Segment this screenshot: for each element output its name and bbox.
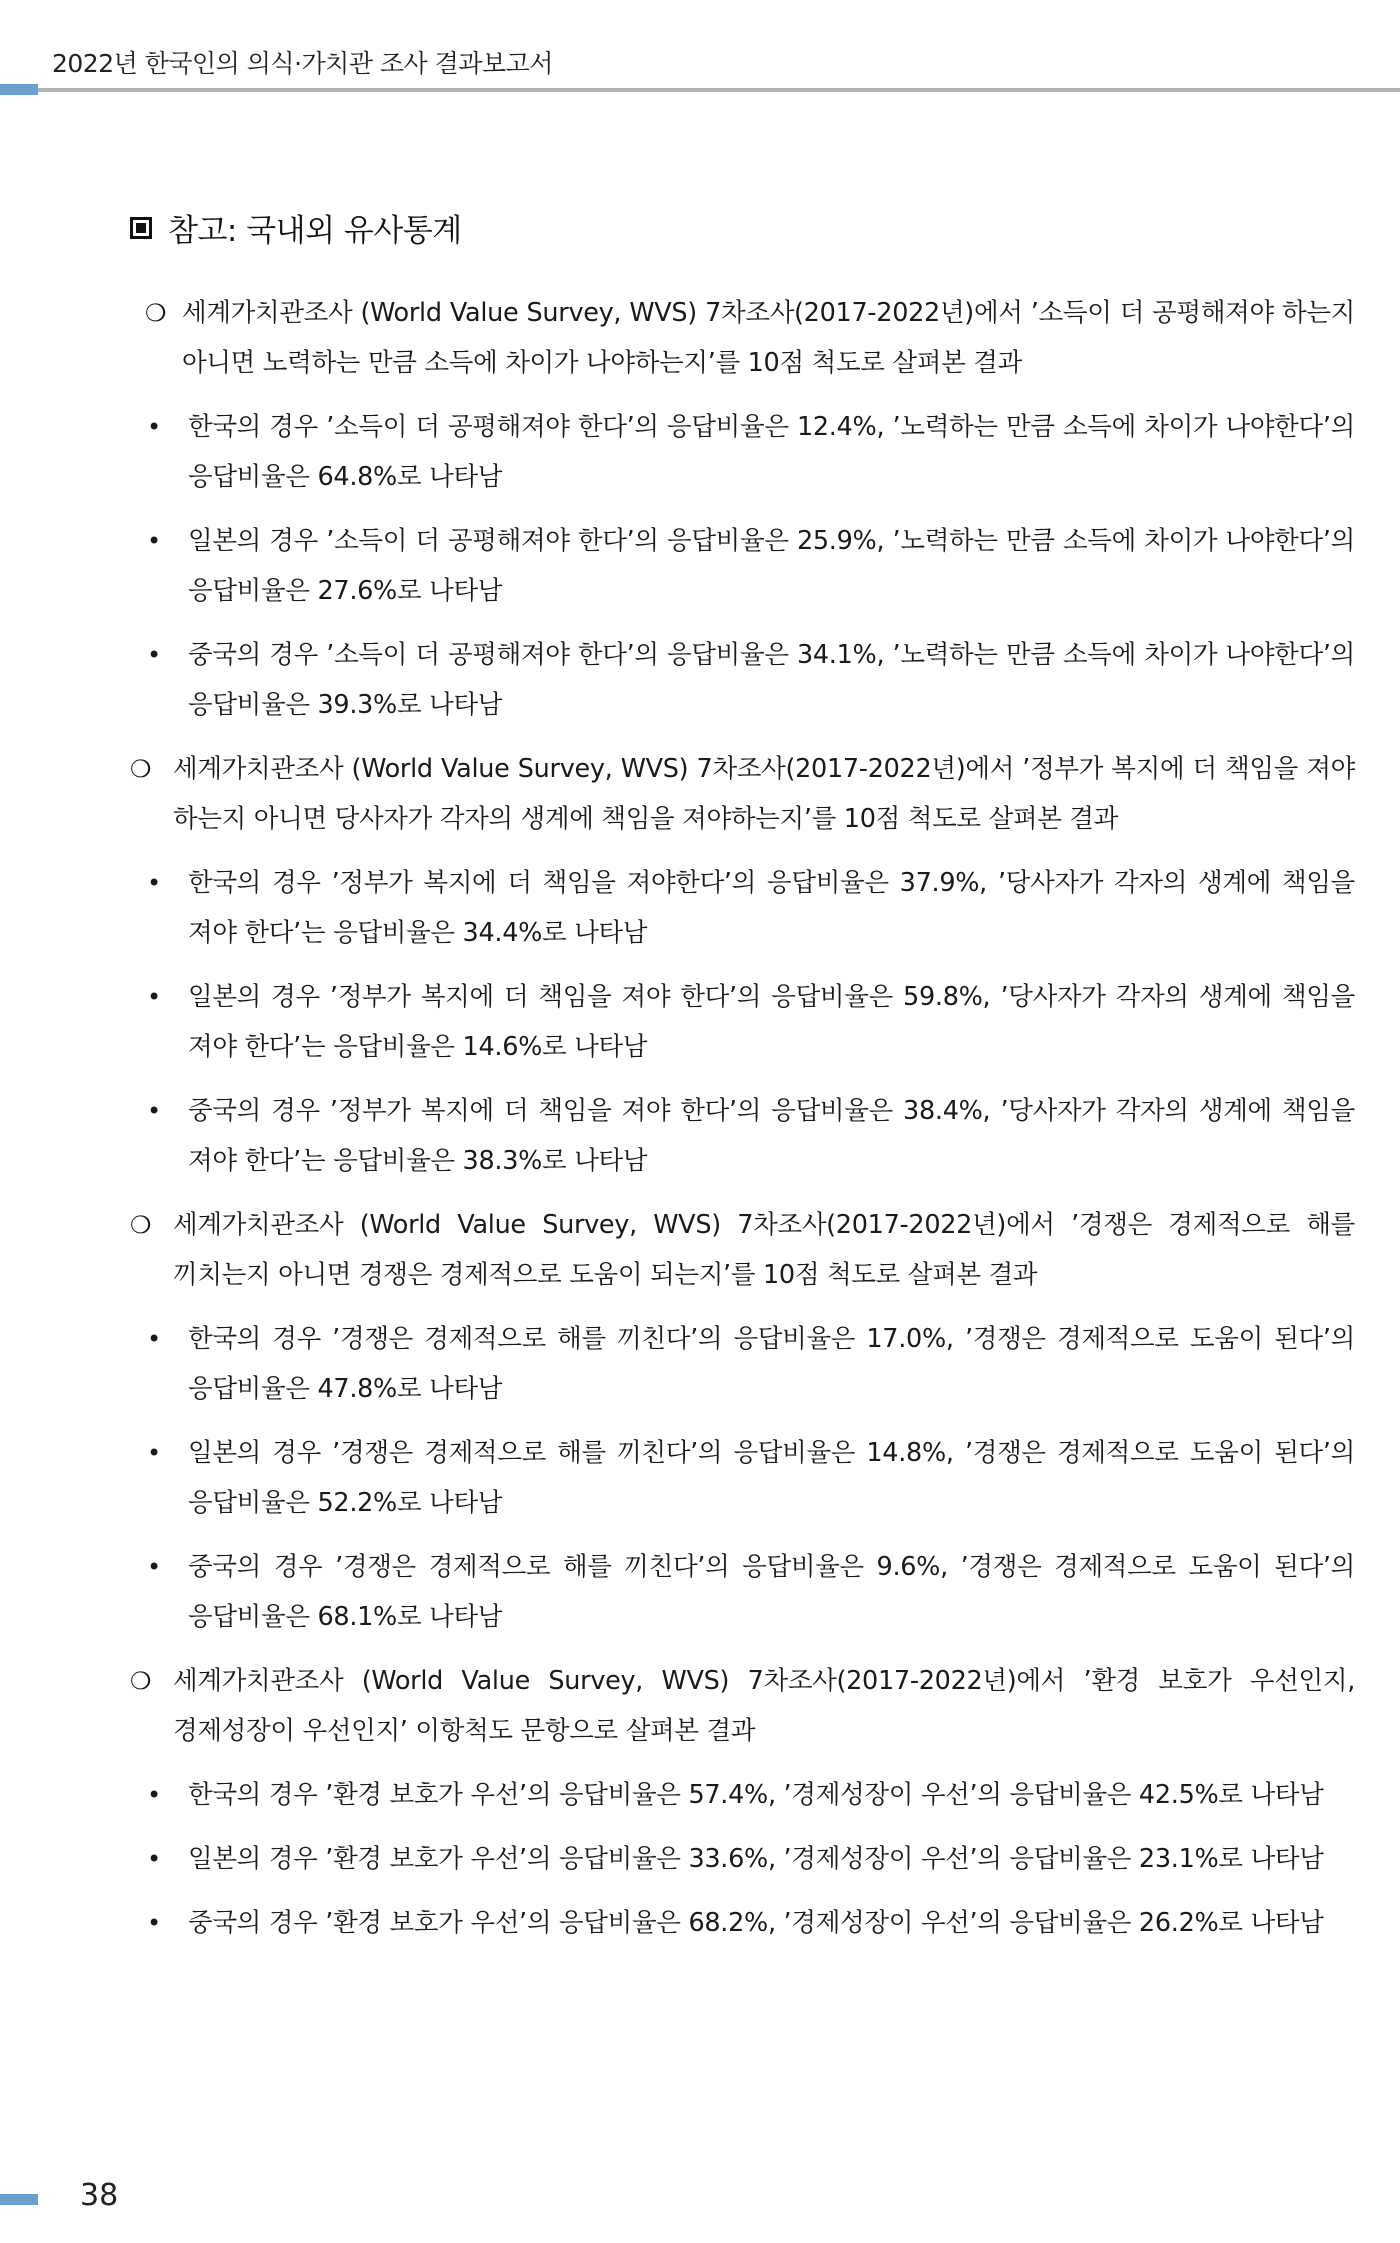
- result-item-text: 중국의 경우 ’경쟁은 경제적으로 해를 끼친다’의 응답비율은 9.6%, ’경쟁은 경제적으로 도움이 된다’의 응답비율은 68.1%로 나타남: [188, 1552, 1355, 1632]
- header-rule: [38, 88, 1400, 92]
- result-item-text: 중국의 경우 ’정부가 복지에 더 책임을 져야 한다’의 응답비율은 38.4%, ’당사자가 각자의 생계에 책임을 져야 한다’는 응답비율은 38.3%로 나타남: [188, 1096, 1355, 1176]
- square-bullet-icon: [130, 217, 152, 239]
- survey-item: [130, 1656, 1355, 1756]
- running-header-title: 2022년 한국인의 의식·가치관 조사 결과보고서: [52, 49, 553, 78]
- dot-bullet-icon: •: [147, 1781, 161, 1809]
- dot-bullet-icon: •: [147, 1325, 161, 1353]
- survey-item-text: 세계가치관조사 (World Value Survey, WVS) 7차조사(2017-2022년)에서 ’경쟁은 경제적으로 해를 끼치는지 아니면 경쟁은 경제적으로 도움이 되는지’를 10점 척도로 살펴본 결과: [173, 1210, 1355, 1290]
- result-item: [130, 1086, 1355, 1186]
- circle-bullet-icon: ❍: [145, 299, 167, 327]
- document-body: [130, 205, 1355, 1962]
- result-item-text: 한국의 경우 ’정부가 복지에 더 책임을 져야한다’의 응답비율은 37.9%, ’당사자가 각자의 생계에 책임을 져야 한다’는 응답비율은 34.4%로 나타남: [188, 868, 1355, 948]
- section-heading-text: 참고: 국내외 유사통계: [168, 213, 462, 249]
- result-item-text: 일본의 경우 ’정부가 복지에 더 책임을 져야 한다’의 응답비율은 59.8%, ’당사자가 각자의 생계에 책임을 져야 한다’는 응답비율은 14.6%로 나타남: [188, 982, 1355, 1062]
- dot-bullet-icon: •: [147, 1097, 161, 1125]
- section-heading: [130, 205, 1355, 250]
- dot-bullet-icon: •: [147, 527, 161, 555]
- header-accent-bar: [0, 84, 38, 95]
- result-item-text: 중국의 경우 ’소득이 더 공평해져야 한다’의 응답비율은 34.1%, ’노력하는 만큼 소득에 차이가 나야한다’의 응답비율은 39.3%로 나타남: [188, 640, 1355, 720]
- result-item: [130, 1770, 1355, 1820]
- result-item-text: 한국의 경우 ’경쟁은 경제적으로 해를 끼친다’의 응답비율은 17.0%, ’경쟁은 경제적으로 도움이 된다’의 응답비율은 47.8%로 나타남: [188, 1324, 1355, 1404]
- dot-bullet-icon: •: [147, 1909, 161, 1937]
- result-item-text: 일본의 경우 ’소득이 더 공평해져야 한다’의 응답비율은 25.9%, ’노력하는 만큼 소득에 차이가 나야한다’의 응답비율은 27.6%로 나타남: [188, 526, 1355, 606]
- dot-bullet-icon: •: [147, 869, 161, 897]
- survey-item: [130, 744, 1355, 844]
- survey-item-text: 세계가치관조사 (World Value Survey, WVS) 7차조사(2017-2022년)에서 ’환경 보호가 우선인지, 경제성장이 우선인지’ 이항척도 문항으로 살펴본 결과: [173, 1666, 1355, 1746]
- result-item: [130, 972, 1355, 1072]
- survey-item-text: 세계가치관조사 (World Value Survey, WVS) 7차조사(2017-2022년)에서 ’소득이 더 공평해져야 하는지 아니면 노력하는 만큼 소득에 차이가 나야하는지’를 10점 척도로 살펴본 결과: [182, 298, 1355, 378]
- result-item-text: 일본의 경우 ’환경 보호가 우선’의 응답비율은 33.6%, ’경제성장이 우선’의 응답비율은 23.1%로 나타남: [188, 1844, 1324, 1874]
- circle-bullet-icon: ❍: [130, 755, 152, 783]
- result-item: [130, 1428, 1355, 1528]
- dot-bullet-icon: •: [147, 983, 161, 1011]
- dot-bullet-icon: •: [147, 413, 161, 441]
- result-item-text: 한국의 경우 ’환경 보호가 우선’의 응답비율은 57.4%, ’경제성장이 우선’의 응답비율은 42.5%로 나타남: [188, 1780, 1324, 1810]
- dot-bullet-icon: •: [147, 1845, 161, 1873]
- survey-item: [130, 1200, 1355, 1300]
- dot-bullet-icon: •: [147, 1553, 161, 1581]
- result-item: [130, 1542, 1355, 1642]
- dot-bullet-icon: •: [147, 641, 161, 669]
- circle-bullet-icon: ❍: [130, 1667, 152, 1695]
- footer-accent-bar: [0, 2194, 38, 2205]
- result-item: [130, 516, 1355, 616]
- result-item: [130, 1898, 1355, 1948]
- result-item-text: 한국의 경우 ’소득이 더 공평해져야 한다’의 응답비율은 12.4%, ’노력하는 만큼 소득에 차이가 나야한다’의 응답비율은 64.8%로 나타남: [188, 412, 1355, 492]
- survey-item: [130, 288, 1355, 388]
- dot-bullet-icon: •: [147, 1439, 161, 1467]
- result-item: [130, 630, 1355, 730]
- survey-item-text: 세계가치관조사 (World Value Survey, WVS) 7차조사(2017-2022년)에서 ’정부가 복지에 더 책임을 져야 하는지 아니면 당사자가 각자의 생계에 책임을 져야하는지’를 10점 척도로 살펴본 결과: [173, 754, 1355, 834]
- result-item-text: 중국의 경우 ’환경 보호가 우선’의 응답비율은 68.2%, ’경제성장이 우선’의 응답비율은 26.2%로 나타남: [188, 1908, 1324, 1938]
- result-item-text: 일본의 경우 ’경쟁은 경제적으로 해를 끼친다’의 응답비율은 14.8%, ’경쟁은 경제적으로 도움이 된다’의 응답비율은 52.2%로 나타남: [188, 1438, 1355, 1518]
- result-item: [130, 1834, 1355, 1884]
- result-item: [130, 858, 1355, 958]
- result-item: [130, 1314, 1355, 1414]
- circle-bullet-icon: ❍: [130, 1211, 152, 1239]
- result-item: [130, 402, 1355, 502]
- page-number: 38: [80, 2178, 119, 2213]
